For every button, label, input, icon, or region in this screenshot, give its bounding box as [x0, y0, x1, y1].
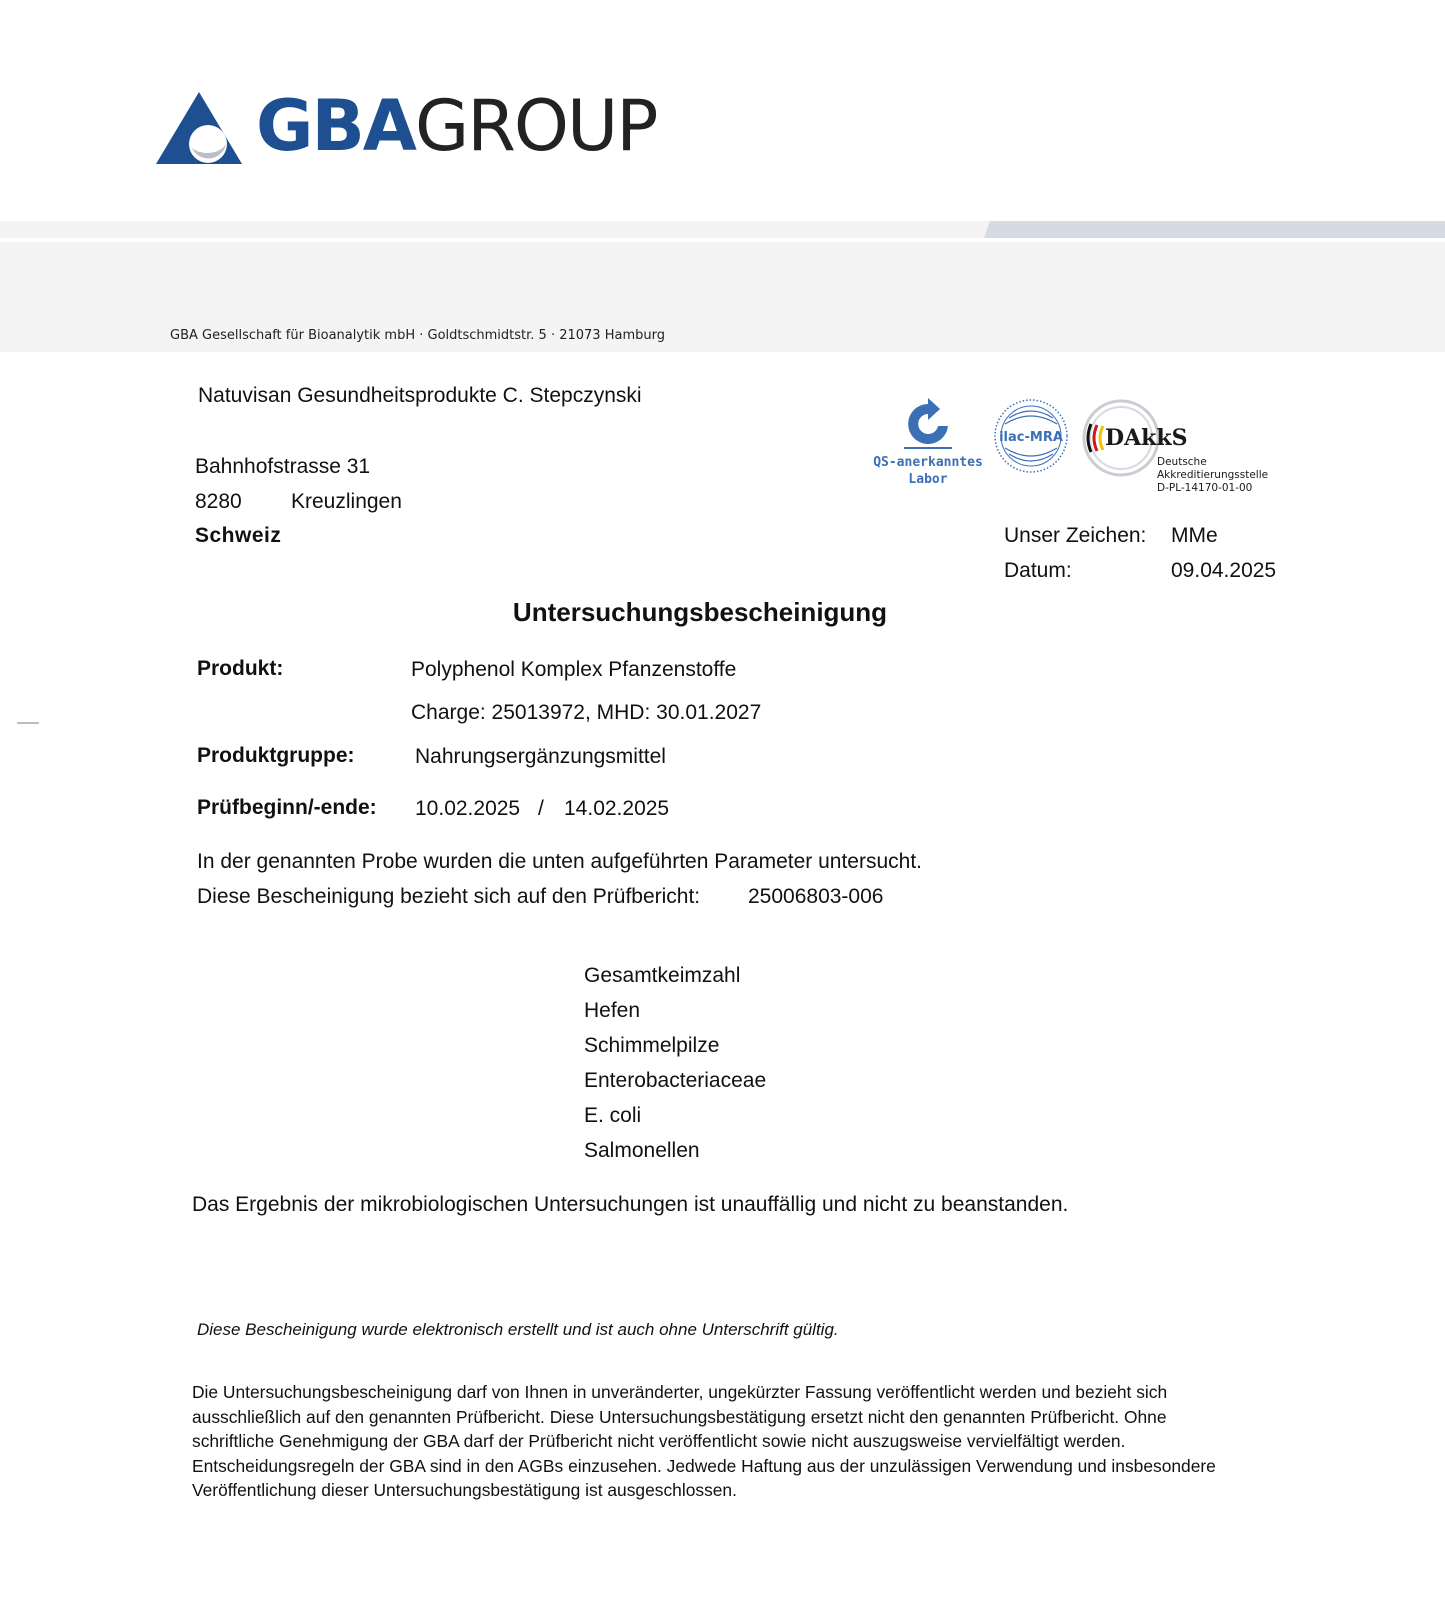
dakks-line1: Deutsche — [1157, 456, 1207, 468]
electronic-signature-note: Diese Bescheinigung wurde elektronisch erstellt und ist auch ohne Unterschrift gültig. — [197, 1320, 839, 1339]
qs-arrow-icon — [902, 398, 954, 450]
logo-gba-text: GBA — [256, 85, 415, 167]
ilac-mra-badge — [993, 398, 1069, 474]
product-label: Produkt: — [197, 657, 284, 680]
qs-label-line2: Labor — [908, 472, 948, 487]
product-value: Polyphenol Komplex Pfanzenstoffe — [411, 658, 737, 681]
logo-group-text: GROUP — [415, 85, 657, 167]
parameter-item: Gesamtkeimzahl — [584, 964, 741, 987]
document-title: Untersuchungsbescheinigung — [512, 597, 888, 627]
reference-label: Unser Zeichen: — [1004, 524, 1147, 547]
fold-mark — [17, 722, 39, 724]
date-value: 09.04.2025 — [1171, 559, 1277, 582]
qs-label-line1: QS-anerkanntes — [873, 455, 983, 470]
result-statement: Das Ergebnis der mikrobiologischen Untersuchungen ist unauffällig und nicht zu beanstanden. — [192, 1193, 1069, 1216]
dakks-line2: Akkreditierungsstelle — [1157, 469, 1269, 481]
disclaimer-line: schriftliche Genehmigung der GBA darf der Prüfbericht nicht veröffentlicht sowie nicht auszugsweise vervielfältigt werden. — [192, 1431, 1126, 1451]
recipient-city: Kreuzlingen — [291, 490, 402, 513]
disclaimer-line: Entscheidungsregeln der GBA sind in den AGBs einzusehen. Jedwede Haftung aus der unzulässigen Verwendung und insbesondere — [192, 1455, 1216, 1476]
parameter-item: Hefen — [584, 999, 641, 1022]
date-label: Datum: — [1004, 559, 1072, 582]
recipient-name: Natuvisan Gesundheitsprodukte C. Stepczynski — [198, 384, 642, 407]
test-start-date: 10.02.2025 — [415, 797, 521, 820]
ilac-mra-icon — [993, 398, 1069, 474]
report-number: 25006803-006 — [748, 885, 884, 908]
intro-text: In der genannten Probe wurden die unten aufgeführten Parameter untersucht. — [197, 850, 922, 873]
dakks-line3: D-PL-14170-01-00 — [1157, 482, 1253, 494]
test-period-label: Prüfbeginn/-ende: — [197, 796, 377, 819]
gba-group-logo — [156, 85, 676, 172]
qs-certification-badge — [872, 398, 984, 494]
parameter-item: Schimmelpilze — [584, 1034, 720, 1057]
product-group-label: Produktgruppe: — [197, 744, 355, 767]
dakks-title: DAkkS — [1105, 425, 1188, 451]
parameter-item: Salmonellen — [584, 1139, 700, 1162]
test-period-separator: / — [538, 797, 544, 820]
parameter-item: E. coli — [584, 1104, 642, 1127]
product-group-value: Nahrungsergänzungsmittel — [415, 745, 666, 768]
gba-triangle-icon — [156, 92, 242, 164]
recipient-zip: 8280 — [195, 490, 242, 513]
parameter-item: Enterobacteriaceae — [584, 1069, 767, 1092]
header-band-accent — [984, 221, 1445, 238]
disclaimer — [192, 1380, 1352, 1503]
sender-address-line: GBA Gesellschaft für Bioanalytik mbH · Goldtschmidtstr. 5 · 21073 Hamburg — [170, 328, 665, 343]
disclaimer-line: Veröffentlichung dieser Untersuchungsbestätigung ist ausgeschlossen. — [192, 1480, 737, 1500]
charge-value: Charge: 25013972, MHD: 30.01.2027 — [411, 701, 762, 724]
disclaimer-line: Die Untersuchungsbescheinigung darf von Ihnen in unveränderter, ungekürzter Fassung veröffentlicht werden und bezieht sich — [192, 1382, 1168, 1402]
reference-value: MMe — [1171, 524, 1218, 547]
svg-text:ilac-MRA: ilac-MRA — [999, 430, 1063, 445]
disclaimer-line: ausschließlich auf den genannten Prüfbericht. Diese Untersuchungsbestätigung ersetzt nicht den genannten Prüfbericht. Ohne — [192, 1406, 1167, 1427]
report-reference-label: Diese Bescheinigung bezieht sich auf den Prüfbericht: — [197, 885, 701, 908]
test-end-date: 14.02.2025 — [564, 797, 670, 820]
recipient-street: Bahnhofstrasse 31 — [195, 455, 371, 478]
dakks-badge — [1081, 398, 1281, 494]
recipient-country: Schweiz — [195, 524, 282, 547]
